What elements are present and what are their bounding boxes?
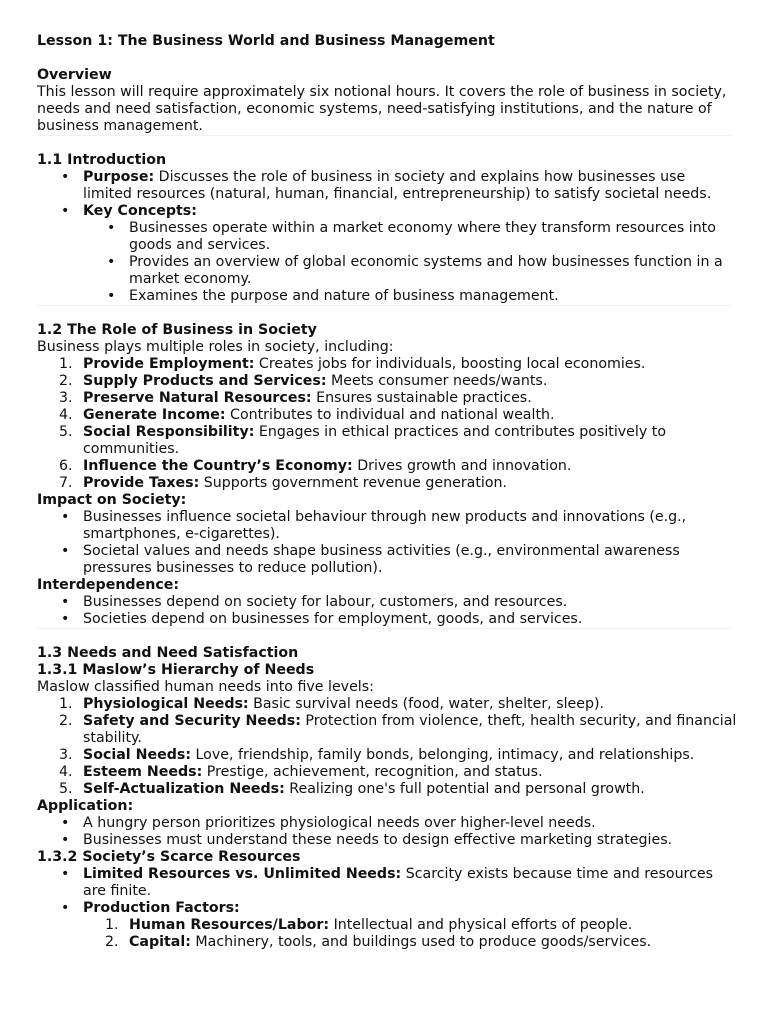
list-number: 7. (59, 475, 73, 491)
item-text: Creates jobs for individuals, boosting local economies. (254, 356, 646, 372)
item-text: Realizing one's full potential and personal growth. (284, 781, 645, 797)
list-item (59, 424, 737, 458)
list-number: 5. (59, 781, 73, 797)
purpose-text: Discusses the role of business in society and explains how businesses use limited resources (natural, human, financial, entrepreneurship) to satisfy societal needs. (83, 169, 712, 202)
section-1-2-heading: 1.2 The Role of Business in Society (37, 322, 317, 338)
list-item (59, 475, 737, 492)
item-label: Self-Actualization Needs: (83, 781, 285, 797)
item-label: Generate Income: (83, 407, 226, 423)
list-number: 2. (105, 934, 119, 950)
item-text: Prestige, achievement, recognition, and status. (202, 764, 543, 780)
document-body (37, 33, 737, 951)
item-label: Human Resources/Labor: (129, 917, 330, 933)
item-label: Influence the Country’s Economy: (83, 458, 353, 474)
production-factors-list (105, 917, 737, 951)
list-item: • Provides an overview of global economic systems and how businesses function in a market economy. (129, 254, 737, 288)
section-1-1-heading: 1.1 Introduction (37, 152, 167, 168)
list-item: • Businesses must understand these needs to design effective marketing strategies. (83, 832, 737, 849)
item-text: Engages in ethical practices and contributes positively to communities. (83, 424, 666, 457)
list-number: 3. (59, 390, 73, 406)
purpose-label: Purpose: (83, 169, 155, 185)
interdependence-list (83, 594, 737, 628)
item-label: Provide Employment: (83, 356, 255, 372)
list-item (59, 458, 737, 475)
list-item (105, 934, 737, 951)
overview-heading: Overview (37, 67, 112, 83)
list-item: • Businesses depend on society for labour, customers, and resources. (83, 594, 737, 611)
item-label: Social Needs: (83, 747, 192, 763)
overview-text: This lesson will require approximately six notional hours. It covers the role of business in society, needs and need satisfaction, economic systems, need-satisfying institutions, and the nature of business management. (37, 84, 727, 134)
item-label: Provide Taxes: (83, 475, 200, 491)
key-concepts-list (129, 220, 737, 305)
item-text: Intellectual and physical efforts of people. (329, 917, 633, 933)
list-number: 5. (59, 424, 73, 440)
list-item (59, 764, 737, 781)
impact-list (83, 509, 737, 577)
list-item: • A hungry person prioritizes physiological needs over higher-level needs. (83, 815, 737, 832)
list-item (59, 713, 737, 747)
list-item: • Societies depend on businesses for employment, goods, and services. (83, 611, 737, 628)
item-label: Supply Products and Services: (83, 373, 327, 389)
interdependence-heading: Interdependence: (37, 577, 180, 593)
impact-heading: Impact on Society: (37, 492, 187, 508)
list-number: 2. (59, 373, 73, 389)
list-number: 1. (59, 696, 73, 712)
item-text: Protection from violence, theft, health security, and financial stability. (83, 713, 737, 746)
item-label: Esteem Needs: (83, 764, 203, 780)
roles-list (59, 356, 737, 492)
item-label: Preserve Natural Resources: (83, 390, 312, 406)
list-item: • Societal values and needs shape business activities (e.g., environmental awareness pressures businesses to reduce pollution). (83, 543, 737, 577)
item-label: Physiological Needs: (83, 696, 249, 712)
needs-list (59, 696, 737, 798)
list-item (105, 917, 737, 934)
item-text: Contributes to individual and national wealth. (225, 407, 555, 423)
list-item (83, 866, 737, 900)
list-number: 1. (59, 356, 73, 372)
item-text: Love, friendship, family bonds, belonging, intimacy, and relationships. (191, 747, 695, 763)
item-label: Social Responsibility: (83, 424, 255, 440)
list-item (83, 169, 737, 203)
list-item (59, 356, 737, 373)
roles-intro: Business plays multiple roles in society, including: (37, 339, 394, 355)
section-1-3-heading: 1.3 Needs and Need Satisfaction (37, 645, 299, 661)
list-number: 6. (59, 458, 73, 474)
list-item (59, 696, 737, 713)
item-text: Drives growth and innovation. (352, 458, 572, 474)
item-text: Machinery, tools, and buildings used to produce goods/services. (190, 934, 652, 950)
list-item: • Businesses influence societal behaviour through new products and innovations (e.g., smartphones, e-cigarettes). (83, 509, 737, 543)
list-item (59, 373, 737, 390)
item-text: Basic survival needs (food, water, shelter, sleep). (248, 696, 605, 712)
subsection-1-3-1-heading: 1.3.1 Maslow’s Hierarchy of Needs (37, 662, 315, 678)
lesson-title: Lesson 1: The Business World and Business Management (37, 33, 495, 49)
production-factors-label: Production Factors: (83, 900, 240, 916)
scarce-resources-list (83, 866, 737, 951)
maslow-intro: Maslow classified human needs into five levels: (37, 679, 374, 695)
item-label: Capital: (129, 934, 191, 950)
list-number: 3. (59, 747, 73, 763)
item-text: Meets consumer needs/wants. (326, 373, 548, 389)
item-label: Safety and Security Needs: (83, 713, 301, 729)
list-number: 2. (59, 713, 73, 729)
list-item (59, 390, 737, 407)
list-item (59, 407, 737, 424)
list-item (83, 900, 737, 951)
list-item (59, 747, 737, 764)
list-item (59, 781, 737, 798)
application-heading: Application: (37, 798, 134, 814)
list-item: • Businesses operate within a market economy where they transform resources into goods and services. (129, 220, 737, 254)
intro-list (83, 169, 737, 305)
subsection-1-3-2-heading: 1.3.2 Society’s Scarce Resources (37, 849, 301, 865)
list-number: 4. (59, 407, 73, 423)
item-text: Supports government revenue generation. (199, 475, 508, 491)
list-number: 4. (59, 764, 73, 780)
key-concepts-label: Key Concepts: (83, 203, 197, 219)
list-item (83, 203, 737, 305)
application-list (83, 815, 737, 849)
list-number: 1. (105, 917, 119, 933)
list-item: • Examines the purpose and nature of business management. (129, 288, 737, 305)
item-text: Ensures sustainable practices. (311, 390, 532, 406)
limited-text: Scarcity exists because time and resources are finite. (83, 866, 714, 899)
limited-label: Limited Resources vs. Unlimited Needs: (83, 866, 402, 882)
